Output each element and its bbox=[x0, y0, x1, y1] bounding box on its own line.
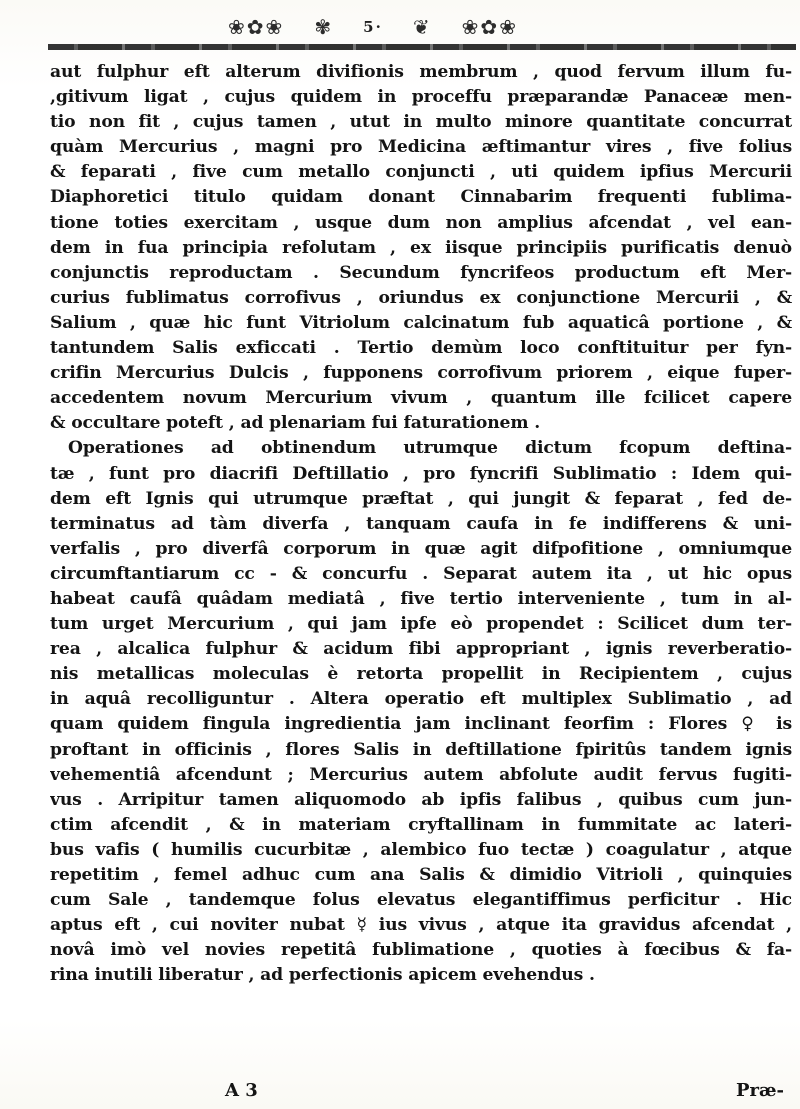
text-line: habeat caufâ quâdam mediatâ , five tertio interveniente , tum in al- bbox=[50, 588, 792, 609]
text-line: dem in fua principia refolutam , ex iisque principiis purificatis denuò bbox=[50, 237, 792, 258]
text-line: conjunctis reproductam . Secundum fyncrifeos productum eft Mer- bbox=[50, 262, 792, 283]
text-line: & feparati , five cum metallo conjuncti , uti quidem ipfius Mercurii bbox=[50, 162, 792, 183]
text-line: circumftantiarum cc - & concurfu . Separat autem ita , ut hic opus bbox=[50, 563, 792, 584]
text-line: Diaphoretici titulo quidam donant Cinnabarim frequenti fublima- bbox=[50, 187, 792, 208]
text-line: bus vafis ( humilis cucurbitæ , alembico fuo tectæ ) coagulatur , atque bbox=[50, 839, 792, 860]
left-ornament-icon: ❀✿❀ bbox=[228, 15, 285, 39]
catchword: Præ- bbox=[735, 1080, 784, 1101]
text-line: rina inutili liberatur , ad perfectionis apicem evehendus . bbox=[50, 965, 595, 986]
text-line: proftant in officinis , flores Salis in deftillatione fpiritûs tandem ignis bbox=[50, 739, 792, 760]
text-line: Salium , quæ hic funt Vitriolum calcinatum fub aquaticâ portione , & bbox=[50, 312, 792, 333]
text-line: nis metallicas moleculas è retorta propellit in Recipientem , cujus bbox=[50, 664, 792, 685]
body-text bbox=[50, 60, 792, 988]
text-line: cum Sale , tandemque folus elevatus elegantiffimus perficitur . Hic bbox=[50, 890, 792, 911]
text-line: tantundem Salis exficcati . Tertio demùm loco conftituitur per fyn- bbox=[50, 338, 792, 359]
text-line: in aquâ recolliguntur . Altera operatio eft multiplex Sublimatio , ad bbox=[50, 689, 792, 710]
text-line: ctim afcendit , & in materiam cryftallinam in fummitate ac lateri- bbox=[50, 814, 792, 835]
text-line: & occultare poteft , ad plenariam fui faturationem . bbox=[50, 413, 541, 434]
header-rule bbox=[48, 44, 796, 50]
text-line: dem eft Ignis qui utrumque præftat , qui jungit & feparat , fed de- bbox=[50, 488, 792, 509]
page-footer bbox=[50, 1080, 792, 1105]
text-line: terminatus ad tàm diverfa , tanquam caufa in fe indifferens & uni- bbox=[50, 513, 792, 534]
text-line: Operationes ad obtinendum utrumque dictum fcopum deftina- bbox=[68, 438, 792, 459]
text-line: aptus eft , cui noviter nubat ☿ ius vivus , atque ita gravidus afcendat , bbox=[50, 915, 792, 936]
signature-mark: A 3 bbox=[225, 1080, 258, 1101]
text-line: crifin Mercurius Dulcis , fupponens corrofivum priorem , eique fuper- bbox=[50, 363, 792, 384]
text-line: rea , alcalica fulphur & acidum fibi appropriant , ignis reverberatio- bbox=[50, 639, 792, 660]
text-line: quam quidem fingula ingredientia jam inclinant feorfim : Flores ♀ is bbox=[50, 714, 792, 735]
text-line: aut fulphur eft alterum divifionis membrum , quod fervum illum fu- bbox=[50, 62, 792, 82]
text-line: tum urget Mercurium , qui jam ipfe eò propendet : Scilicet dum ter- bbox=[50, 614, 792, 635]
text-line: repetitim , femel adhuc cum ana Salis & dimidio Vitrioli , quinquies bbox=[50, 865, 792, 885]
text-line: tæ , funt pro diacrifi Deftillatio , pro fyncrifi Sublimatio : Idem qui- bbox=[50, 463, 792, 484]
flourish-icon: ❦ bbox=[412, 15, 432, 39]
text-line: accedentem novum Mercurium vivum , quantum ille fcilicet capere bbox=[50, 388, 792, 409]
header-ornament bbox=[228, 12, 518, 42]
text-line: vehementiâ afcendunt ; Mercurius autem abfolute audit fervus fugiti- bbox=[50, 764, 792, 785]
text-line: vus . Arripitur tamen aliquomodo ab ipfis falibus , quibus cum jun- bbox=[50, 789, 792, 810]
header-signature: 5· bbox=[363, 17, 383, 36]
text-line: verfalis , pro diverfâ corporum in quæ agit difpofitione , omniumque bbox=[50, 538, 792, 559]
text-line: tio non fit , cujus tamen , utut in multo minore quantitate concurrat bbox=[50, 112, 792, 133]
text-line: curius fublimatus corrofivus , oriundus ex conjunctione Mercurii , & bbox=[50, 287, 792, 308]
flourish-icon: ✾ bbox=[314, 15, 334, 39]
text-line: quàm Mercurius , magni pro Medicina æftimantur vires , five folius bbox=[50, 137, 792, 158]
right-ornament-icon: ❀✿❀ bbox=[461, 15, 518, 39]
text-line: tione toties exercitam , usque dum non amplius afcendat , vel ean- bbox=[50, 212, 792, 233]
text-line: ,gitivum ligat , cujus quidem in proceffu præparandæ Panaceæ men- bbox=[50, 87, 792, 108]
text-line: novâ imò vel novies repetitâ fublimatione , quoties à fœcibus & fa- bbox=[50, 940, 792, 961]
